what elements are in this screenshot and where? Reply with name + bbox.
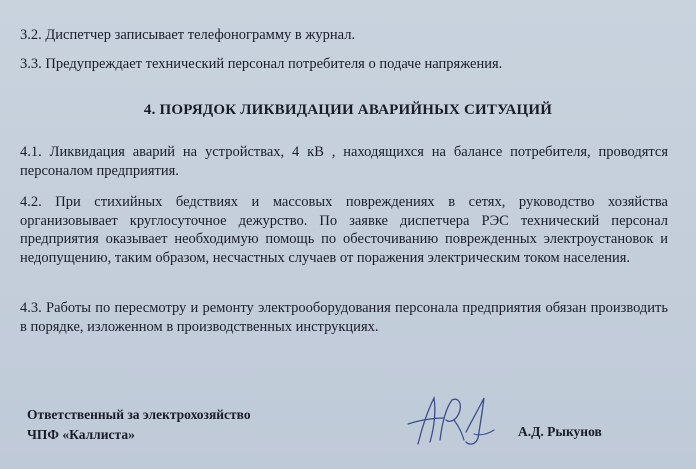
item-3-3: 3.3. Предупреждает технический персонал потребителя о подаче напряжения. [20, 56, 503, 72]
item-4-1: 4.1. Ликвидация аварий на устройствах, 4 кВ , находящихся на балансе потребителя, проводятся персоналом предприятия. [20, 144, 668, 179]
responsible-name: А.Д. Рыкунов [518, 424, 602, 439]
handwritten-signature-icon [404, 388, 496, 450]
item-3-2: 3.2. Диспетчер записывает телефонограмму в журнал. [20, 27, 356, 43]
responsible-title: Ответственный за электрохозяйство [27, 407, 251, 422]
section-4-heading: 4. ПОРЯДОК ЛИКВИДАЦИИ АВАРИЙНЫХ СИТУАЦИЙ [143, 102, 553, 118]
company-name: ЧПФ «Каллиста» [27, 427, 135, 442]
item-4-3: 4.3. Работы по пересмотру и ремонту электрооборудования персонала предприятия обязан производить в порядке, изложенном в производственных инструкциях. [20, 300, 668, 335]
item-4-2: 4.2. При стихийных бедствиях и массовых повреждениях в сетях, руководство хозяйства организовывает круглосуточное дежурство. По заявке диспетчера РЭС технический персонал предприятия оказывает необходимую помощь по обесточиванию поврежденных электроустановок и недопущению, таким образом, несчастных случаев от поражения электрическим током населения. [20, 194, 668, 266]
